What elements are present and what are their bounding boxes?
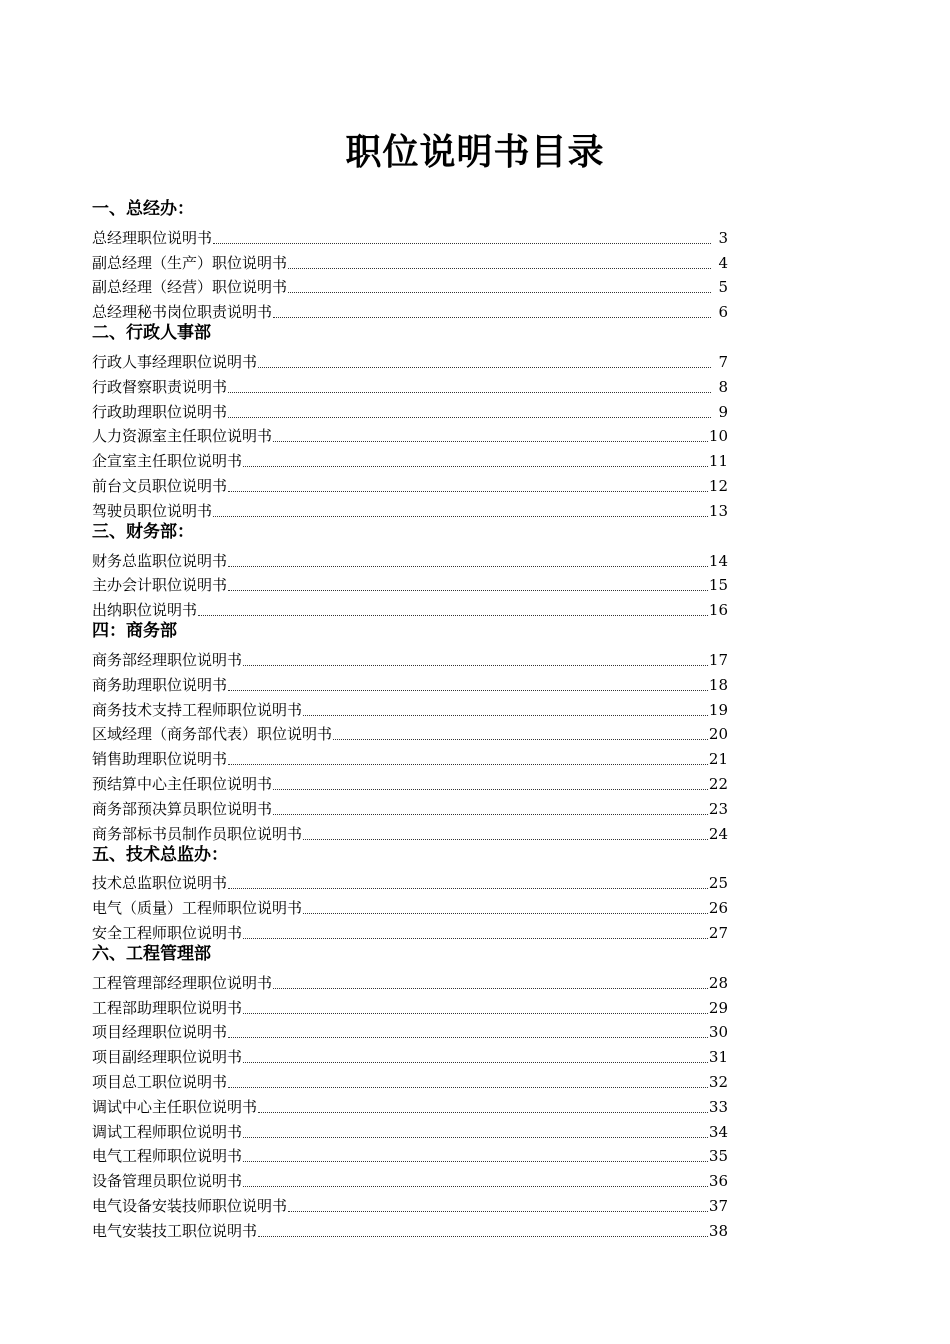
toc-entry-page-number: 22 <box>708 774 728 793</box>
toc-entry-label: 行政人事经理职位说明书 <box>92 352 258 371</box>
toc-entry-page-number: 3 <box>718 228 728 247</box>
toc-entry-label: 行政助理职位说明书 <box>92 402 228 421</box>
dot-leader <box>288 291 711 293</box>
toc-entry[interactable] <box>92 346 728 371</box>
toc-entry[interactable] <box>92 669 728 694</box>
section-heading: 三、财务部： <box>92 521 194 542</box>
toc-entry[interactable] <box>92 793 728 818</box>
toc-entry-page-number: 19 <box>708 700 728 719</box>
dot-leader <box>243 1160 708 1162</box>
toc-entry-label: 安全工程师职位说明书 <box>92 923 243 942</box>
toc-entry-page-number: 18 <box>708 675 728 694</box>
toc-entry-page-number: 7 <box>718 352 728 371</box>
dot-leader <box>228 565 708 567</box>
table-of-contents <box>92 197 728 1240</box>
toc-entry-page-number: 38 <box>708 1221 728 1240</box>
dot-leader <box>288 1210 708 1212</box>
toc-entry-page-number: 20 <box>708 725 728 744</box>
toc-entry-label: 行政督察职责说明书 <box>92 377 228 396</box>
toc-entry-page-number: 14 <box>708 551 728 570</box>
dot-leader <box>303 838 708 840</box>
toc-entry-page-number: 36 <box>708 1172 728 1191</box>
section-heading: 二、行政人事部 <box>92 323 211 344</box>
dot-leader <box>228 589 708 591</box>
toc-entry-label: 副总经理（生产）职位说明书 <box>92 253 288 272</box>
toc-entry-label: 调试工程师职位说明书 <box>92 1122 243 1141</box>
toc-entry-page-number: 24 <box>708 824 728 843</box>
toc-entry-page-number: 33 <box>708 1097 728 1116</box>
toc-entry-label: 电气安装技工职位说明书 <box>92 1221 258 1240</box>
toc-entry-page-number: 8 <box>718 377 728 396</box>
toc-entry-page-number: 21 <box>708 750 728 769</box>
toc-entry-label: 电气（质量）工程师职位说明书 <box>92 899 303 918</box>
toc-entry-label: 人力资源室主任职位说明书 <box>92 427 273 446</box>
dot-leader <box>243 1136 708 1138</box>
toc-entry-label: 项目经理职位说明书 <box>92 1023 228 1042</box>
toc-entry[interactable] <box>92 421 728 446</box>
toc-entry-label: 前台文员职位说明书 <box>92 476 228 495</box>
toc-entry[interactable] <box>92 445 728 470</box>
toc-entry-label: 企宣室主任职位说明书 <box>92 452 243 471</box>
toc-entry[interactable] <box>92 1165 728 1190</box>
toc-entry[interactable] <box>92 1091 728 1116</box>
dot-leader <box>228 763 708 765</box>
toc-entry[interactable] <box>92 1190 728 1215</box>
dot-leader <box>228 887 708 889</box>
toc-entry-label: 工程管理部经理职位说明书 <box>92 973 273 992</box>
toc-entry-page-number: 10 <box>708 427 728 446</box>
toc-entry[interactable] <box>92 570 728 595</box>
toc-entry-label: 技术总监职位说明书 <box>92 874 228 893</box>
page-title: 职位说明书目录 <box>345 132 605 173</box>
toc-entry[interactable] <box>92 1066 728 1091</box>
toc-entry-page-number: 26 <box>708 899 728 918</box>
toc-entry-label: 财务总监职位说明书 <box>92 551 228 570</box>
toc-entry[interactable] <box>92 1215 728 1240</box>
dot-leader <box>243 1012 708 1014</box>
dot-leader <box>273 440 708 442</box>
toc-entry[interactable] <box>92 917 728 942</box>
dot-leader <box>258 1111 708 1113</box>
dot-leader <box>228 1036 708 1038</box>
toc-entry-label: 预结算中心主任职位说明书 <box>92 774 273 793</box>
toc-entry-page-number: 25 <box>708 874 728 893</box>
toc-entry[interactable] <box>92 470 728 495</box>
toc-entry-label: 工程部助理职位说明书 <box>92 998 243 1017</box>
toc-entry[interactable] <box>92 594 728 619</box>
dot-leader <box>213 242 711 244</box>
toc-entry-page-number: 34 <box>708 1122 728 1141</box>
toc-entry[interactable] <box>92 296 728 321</box>
toc-entry-label: 出纳职位说明书 <box>92 601 198 620</box>
dot-leader <box>273 788 708 790</box>
toc-entry[interactable] <box>92 694 728 719</box>
toc-entry-label: 驾驶员职位说明书 <box>92 501 213 520</box>
toc-entry-label: 总经理职位说明书 <box>92 228 213 247</box>
dot-leader <box>228 391 711 393</box>
toc-entry[interactable] <box>92 768 728 793</box>
toc-entry[interactable] <box>92 818 728 843</box>
dot-leader <box>243 1185 708 1187</box>
toc-entry[interactable] <box>92 247 728 272</box>
dot-leader <box>243 465 708 467</box>
toc-entry[interactable] <box>92 967 728 992</box>
dot-leader <box>228 1086 708 1088</box>
toc-entry[interactable] <box>92 1017 728 1042</box>
toc-entry-label: 销售助理职位说明书 <box>92 750 228 769</box>
dot-leader <box>333 738 708 740</box>
toc-entry-page-number: 27 <box>708 923 728 942</box>
toc-entry[interactable] <box>92 495 728 520</box>
toc-entry-page-number: 16 <box>708 601 728 620</box>
toc-entry-label: 项目总工职位说明书 <box>92 1072 228 1091</box>
toc-entry-label: 副总经理（经营）职位说明书 <box>92 278 288 297</box>
toc-entry[interactable] <box>92 868 728 893</box>
toc-entry-label: 电气工程师职位说明书 <box>92 1147 243 1166</box>
toc-entry[interactable] <box>92 545 728 570</box>
dot-leader <box>243 1061 708 1063</box>
toc-entry-page-number: 28 <box>708 973 728 992</box>
dot-leader <box>288 267 711 269</box>
toc-entry[interactable] <box>92 1141 728 1166</box>
toc-entry[interactable] <box>92 644 728 669</box>
toc-entry[interactable] <box>92 1116 728 1141</box>
toc-entry[interactable] <box>92 719 728 744</box>
toc-entry[interactable] <box>92 371 728 396</box>
toc-entry[interactable] <box>92 222 728 247</box>
dot-leader <box>258 1235 708 1237</box>
toc-entry-label: 项目副经理职位说明书 <box>92 1048 243 1067</box>
dot-leader <box>303 912 708 914</box>
toc-entry-label: 商务助理职位说明书 <box>92 675 228 694</box>
dot-leader <box>273 987 708 989</box>
dot-leader <box>243 937 708 939</box>
toc-entry-page-number: 6 <box>718 303 728 322</box>
toc-entry[interactable] <box>92 992 728 1017</box>
toc-entry-page-number: 11 <box>708 452 728 471</box>
toc-entry-label: 商务部经理职位说明书 <box>92 650 243 669</box>
toc-entry-page-number: 35 <box>708 1147 728 1166</box>
dot-leader <box>258 366 711 368</box>
toc-entry-page-number: 5 <box>718 278 728 297</box>
toc-entry-label: 区域经理（商务部代表）职位说明书 <box>92 725 333 744</box>
toc-entry-page-number: 32 <box>708 1072 728 1091</box>
toc-entry-page-number: 23 <box>708 799 728 818</box>
toc-entry-label: 商务部标书员制作员职位说明书 <box>92 824 303 843</box>
dot-leader <box>303 714 708 716</box>
toc-entry-page-number: 31 <box>708 1048 728 1067</box>
dot-leader <box>213 515 708 517</box>
section-heading: 六、工程管理部 <box>92 943 211 964</box>
dot-leader <box>273 316 711 318</box>
toc-entry-label: 主办会计职位说明书 <box>92 576 228 595</box>
toc-entry-label: 总经理秘书岗位职责说明书 <box>92 303 273 322</box>
toc-entry-page-number: 9 <box>718 402 728 421</box>
toc-entry-label: 商务技术支持工程师职位说明书 <box>92 700 303 719</box>
toc-entry[interactable] <box>92 743 728 768</box>
toc-entry-label: 设备管理员职位说明书 <box>92 1172 243 1191</box>
dot-leader <box>198 614 708 616</box>
dot-leader <box>228 416 711 418</box>
toc-entry-label: 商务部预决算员职位说明书 <box>92 799 273 818</box>
toc-entry-page-number: 4 <box>718 253 728 272</box>
toc-entry-page-number: 17 <box>708 650 728 669</box>
toc-entry-label: 调试中心主任职位说明书 <box>92 1097 258 1116</box>
toc-entry[interactable] <box>92 272 728 297</box>
section-heading: 一、总经办： <box>92 199 194 219</box>
dot-leader <box>243 664 708 666</box>
toc-entry-label: 电气设备安装技师职位说明书 <box>92 1196 288 1215</box>
toc-entry-page-number: 12 <box>708 476 728 495</box>
toc-entry-page-number: 37 <box>708 1196 728 1215</box>
section-heading: 四：商务部 <box>92 621 177 642</box>
dot-leader <box>273 813 708 815</box>
toc-entry-page-number: 29 <box>708 998 728 1017</box>
section-heading: 五、技术总监办： <box>92 844 228 865</box>
toc-entry[interactable] <box>92 892 728 917</box>
toc-entry[interactable] <box>92 1041 728 1066</box>
toc-entry-page-number: 13 <box>708 501 728 520</box>
toc-entry-page-number: 15 <box>708 576 728 595</box>
dot-leader <box>228 490 708 492</box>
dot-leader <box>228 689 708 691</box>
toc-entry[interactable] <box>92 396 728 421</box>
toc-entry-page-number: 30 <box>708 1023 728 1042</box>
